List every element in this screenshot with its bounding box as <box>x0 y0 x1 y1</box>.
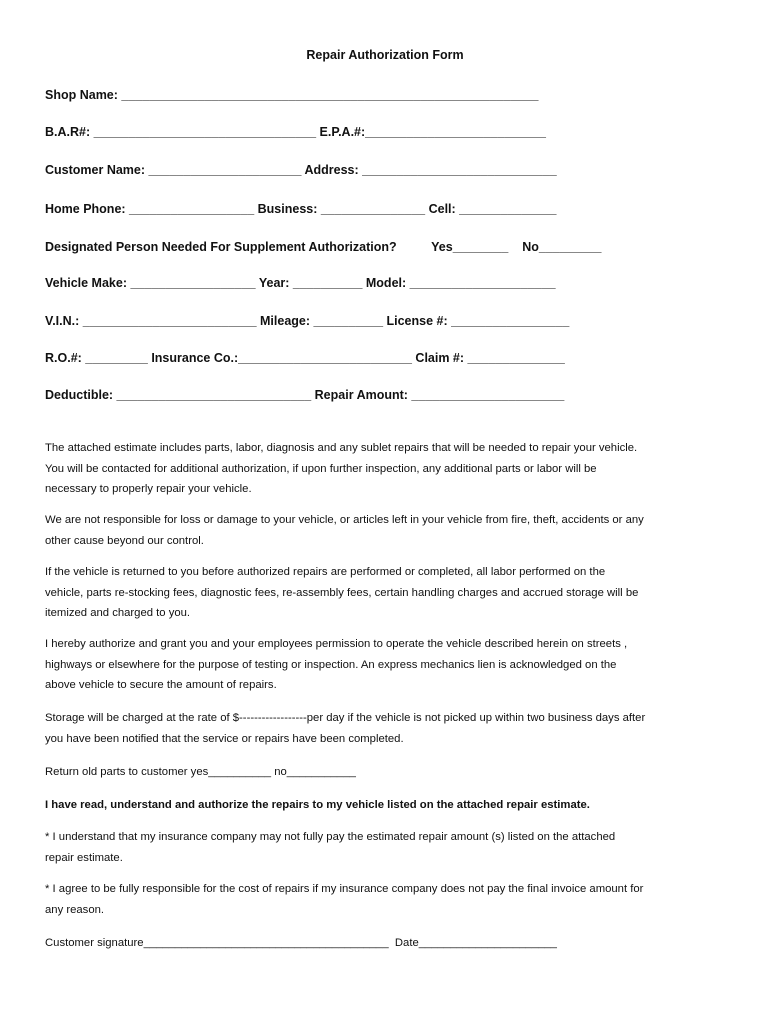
returned-vehicle-line-2: vehicle, parts re-stocking fees, diagnostic fees, re-assembly fees, certain handling charges and accrued storage will be <box>45 586 639 599</box>
shop-name-field[interactable]: Shop Name: ____________________________________________________________ <box>45 88 539 102</box>
estimate-line-1: The attached estimate includes parts, labor, diagnosis and any sublet repairs that will be needed to repair your vehicle. <box>45 442 638 454</box>
customer-address-fields[interactable]: Customer Name: ______________________ Address: ____________________________ <box>45 163 557 177</box>
customer-signature-date-field[interactable]: Customer signature_______________________________________ Date______________________ <box>45 937 557 949</box>
storage-line-2: you have been notified that the service or repairs have been completed. <box>45 732 404 745</box>
ro-insurance-claim-fields[interactable]: R.O.#: _________ Insurance Co.:_________________________ Claim #: ______________ <box>45 351 565 365</box>
insurance-notice-line-1: * I understand that my insurance company may not fully pay the estimated repair amount (s) listed on the attached <box>45 831 616 843</box>
supplement-authorization-field[interactable]: Designated Person Needed For Supplement Authorization? Yes________ No_________ <box>45 240 602 254</box>
liability-line-1: We are not responsible for loss or damage to your vehicle, or articles left in your vehicle from fire, theft, accidents or any <box>45 514 644 526</box>
responsibility-line-2: any reason. <box>45 903 105 916</box>
vin-mileage-license-fields[interactable]: V.I.N.: _________________________ Mileage: __________ License #: _________________ <box>45 314 570 328</box>
return-old-parts-field[interactable]: Return old parts to customer yes__________ no___________ <box>45 766 356 778</box>
operation-permission-line-2: highways or elsewhere for the purpose of testing or inspection. An express mechanics lien is acknowledged on the <box>45 658 617 671</box>
returned-vehicle-paragraph <box>45 562 735 624</box>
authorization-acknowledgement: I have read, understand and authorize the repairs to my vehicle listed on the attached repair estimate. <box>45 799 590 811</box>
operation-permission-line-1: I hereby authorize and grant you and your employees permission to operate the vehicle described herein on streets , <box>45 638 628 650</box>
estimate-line-2: You will be contacted for additional authorization, if upon further inspection, any additional parts or labor will be <box>45 462 597 475</box>
vehicle-fields[interactable]: Vehicle Make: __________________ Year: __________ Model: _____________________ <box>45 276 556 290</box>
responsibility-paragraph <box>45 879 735 920</box>
bar-epa-fields[interactable]: B.A.R#: ________________________________ E.P.A.#:__________________________ <box>45 125 546 139</box>
returned-vehicle-line-3: itemized and charged to you. <box>45 607 191 619</box>
liability-paragraph <box>45 510 735 551</box>
estimate-paragraph <box>45 438 735 500</box>
responsibility-line-1: * I agree to be fully responsible for the cost of repairs if my insurance company does not pay the final invoice amount for <box>45 883 644 895</box>
storage-line-1: Storage will be charged at the rate of $------------------per day if the vehicle is not picked up within two business days after <box>45 712 646 724</box>
liability-line-2: other cause beyond our control. <box>45 534 204 547</box>
deductible-repair-amount-fields[interactable]: Deductible: ____________________________ Repair Amount: ______________________ <box>45 388 565 402</box>
operation-permission-paragraph <box>45 634 735 696</box>
insurance-notice-line-2: repair estimate. <box>45 851 123 864</box>
phone-fields[interactable]: Home Phone: __________________ Business: _______________ Cell: ______________ <box>45 202 557 216</box>
storage-paragraph <box>45 708 735 749</box>
operation-permission-line-3: above vehicle to secure the amount of repairs. <box>45 679 277 691</box>
returned-vehicle-line-1: If the vehicle is returned to you before authorized repairs are performed or completed, all labor performed on the <box>45 566 606 578</box>
insurance-notice-paragraph <box>45 827 735 868</box>
estimate-line-3: necessary to properly repair your vehicle. <box>45 483 252 495</box>
form-title: Repair Authorization Form <box>306 48 464 62</box>
